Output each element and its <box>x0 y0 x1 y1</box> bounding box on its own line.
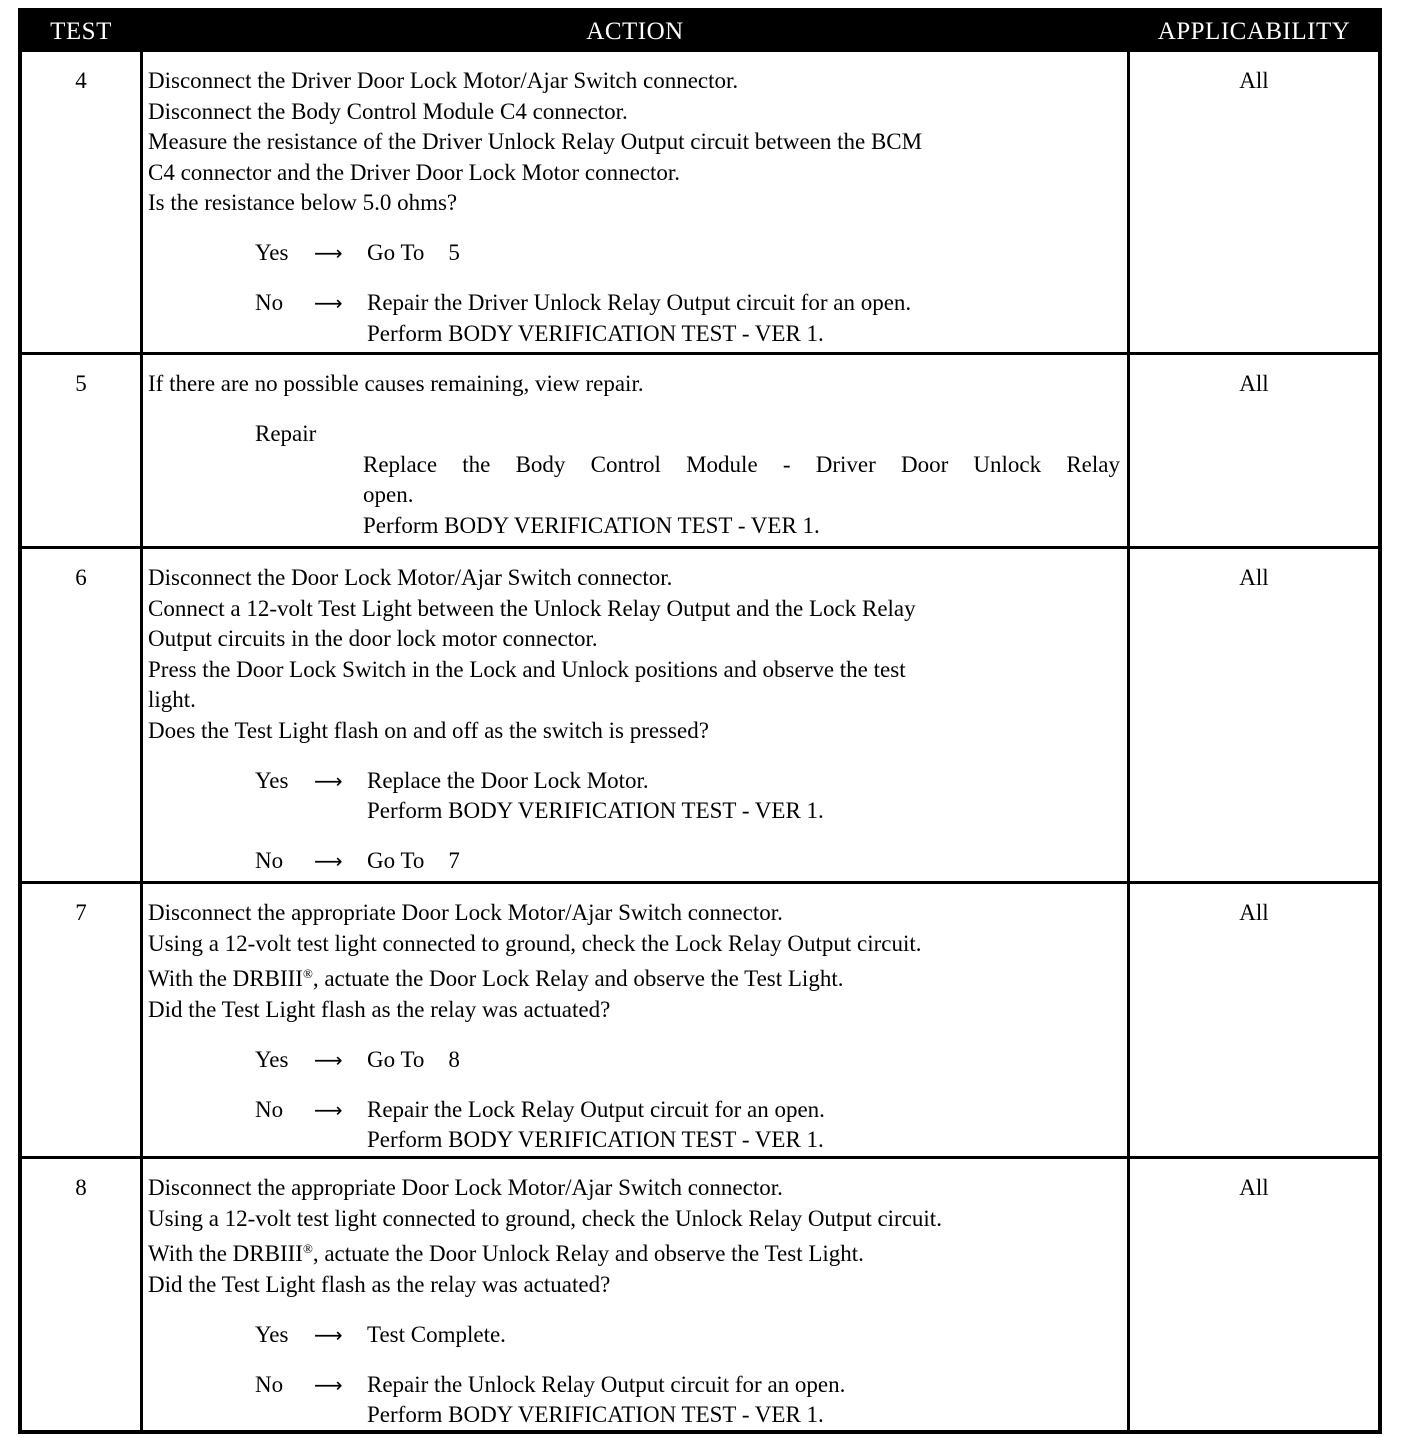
yes-response <box>148 238 1120 269</box>
goto-step[interactable]: 5 <box>448 240 460 265</box>
action-question: Did the Test Light flash as the relay was actuated? <box>148 1271 611 1297</box>
arrow-icon: ⟶ <box>314 1322 343 1347</box>
no-result: Go To 7 <box>367 848 460 873</box>
arrow-icon: ⟶ <box>314 849 343 873</box>
no-label: No <box>255 848 284 873</box>
yes-result: Go To 8 <box>367 1046 460 1072</box>
action-step: Disconnect the Body Control Module C4 connector. <box>148 98 628 124</box>
diagnostic-test-table <box>18 8 1382 1434</box>
registered-mark: ® <box>302 1241 313 1256</box>
action-cell <box>148 1173 1120 1431</box>
action-step: Output circuits in the door lock motor connector. <box>148 626 598 651</box>
arrow-icon: ⟶ <box>314 1097 343 1122</box>
table-row-test-6 <box>22 549 1378 881</box>
yes-response <box>148 1320 1120 1351</box>
action-step: Disconnect the appropriate Door Lock Motor/Ajar Switch connector. <box>148 900 783 925</box>
action-question: Is the resistance below 5.0 ohms? <box>148 190 458 215</box>
yes-label: Yes <box>255 240 289 265</box>
repair-label: Repair <box>255 421 317 446</box>
test-number: 7 <box>75 900 87 925</box>
no-response <box>148 1370 1120 1431</box>
yes-label: Yes <box>255 767 289 793</box>
table-row-test-5 <box>22 355 1378 546</box>
action-step: Connect a 12-volt Test Light between the Unlock Relay Output and the Lock Relay <box>148 595 916 621</box>
no-result-line: Perform BODY VERIFICATION TEST - VER 1. <box>367 1127 824 1152</box>
header-test: TEST <box>50 18 112 45</box>
yes-response <box>148 766 1120 827</box>
arrow-icon: ⟶ <box>314 291 343 315</box>
arrow-icon: ⟶ <box>314 768 343 793</box>
goto-step[interactable]: 7 <box>448 848 460 873</box>
action-step: Disconnect the Driver Door Lock Motor/Ajar Switch connector. <box>148 68 739 93</box>
test-number: 5 <box>75 371 87 396</box>
applicability-value: All <box>1239 900 1269 925</box>
table-row-test-8 <box>22 1159 1378 1434</box>
arrow-icon: ⟶ <box>314 1047 343 1072</box>
action-step: Using a 12-volt test light connected to ground, check the Lock Relay Output circuit. <box>148 930 922 956</box>
header-applicability: APPLICABILITY <box>1157 18 1351 45</box>
yes-label: Yes <box>255 1046 289 1072</box>
no-result-line: Repair the Unlock Relay Output circuit for an open. <box>367 1371 846 1397</box>
no-response <box>148 288 1120 349</box>
table-row-test-4 <box>22 52 1378 352</box>
repair-instructions <box>148 450 1120 542</box>
action-step: Disconnect the Door Lock Motor/Ajar Switch connector. <box>148 565 673 590</box>
repair-line: open. <box>363 482 414 507</box>
applicability-value: All <box>1239 371 1269 396</box>
applicability-value: All <box>1239 68 1269 93</box>
goto-step[interactable]: 8 <box>448 1046 460 1072</box>
yes-result-line: Replace the Door Lock Motor. <box>367 767 649 793</box>
action-step: If there are no possible causes remaining, view repair. <box>148 371 644 396</box>
action-step: Disconnect the appropriate Door Lock Motor/Ajar Switch connector. <box>148 1175 783 1200</box>
action-question: Did the Test Light flash as the relay was actuated? <box>148 996 611 1022</box>
action-cell <box>148 369 1120 541</box>
yes-result: Go To 5 <box>367 240 460 265</box>
yes-result-line: Perform BODY VERIFICATION TEST - VER 1. <box>367 798 824 823</box>
repair-line: Replace the Body Control Module - Driver Door Unlock Relay <box>363 451 1120 477</box>
table-row-test-7 <box>22 884 1378 1156</box>
yes-result: Test Complete. <box>367 1321 506 1347</box>
test-number: 4 <box>75 68 87 93</box>
no-label: No <box>255 290 284 315</box>
action-step: Press the Door Lock Switch in the Lock and Unlock positions and observe the test <box>148 656 906 682</box>
action-cell <box>148 66 1120 349</box>
no-result-line: Repair the Lock Relay Output circuit for an open. <box>367 1096 825 1122</box>
action-step: With the DRBIII®, actuate the Door Unlock Relay and observe the Test Light. <box>148 1241 864 1266</box>
action-question: Does the Test Light flash on and off as the switch is pressed? <box>148 717 709 743</box>
registered-mark: ® <box>302 966 313 981</box>
no-result-line: Perform BODY VERIFICATION TEST - VER 1. <box>367 1402 824 1427</box>
no-response <box>148 846 1120 877</box>
action-step: Using a 12-volt test light connected to ground, check the Unlock Relay Output circuit. <box>148 1205 942 1231</box>
test-number: 8 <box>75 1175 87 1200</box>
no-result-line: Perform BODY VERIFICATION TEST - VER 1. <box>367 320 824 346</box>
action-step: With the DRBIII®, actuate the Door Lock Relay and observe the Test Light. <box>148 966 844 991</box>
no-label: No <box>255 1096 284 1122</box>
action-step: C4 connector and the Driver Door Lock Motor connector. <box>148 159 681 185</box>
table-header <box>22 12 1378 52</box>
action-cell <box>148 563 1120 877</box>
header-action: ACTION <box>586 18 684 45</box>
applicability-value: All <box>1239 1175 1269 1200</box>
action-step: light. <box>148 687 196 712</box>
repair-line: Perform BODY VERIFICATION TEST - VER 1. <box>363 512 820 538</box>
arrow-icon: ⟶ <box>314 241 343 265</box>
test-number: 6 <box>75 565 87 590</box>
no-label: No <box>255 1371 284 1397</box>
action-cell <box>148 898 1120 1156</box>
yes-label: Yes <box>255 1321 289 1347</box>
action-step: Measure the resistance of the Driver Unlock Relay Output circuit between the BCM <box>148 129 923 154</box>
arrow-icon: ⟶ <box>314 1372 343 1397</box>
applicability-value: All <box>1239 565 1269 590</box>
no-response <box>148 1095 1120 1156</box>
no-result-line: Repair the Driver Unlock Relay Output circuit for an open. <box>367 290 912 315</box>
yes-response <box>148 1045 1120 1076</box>
